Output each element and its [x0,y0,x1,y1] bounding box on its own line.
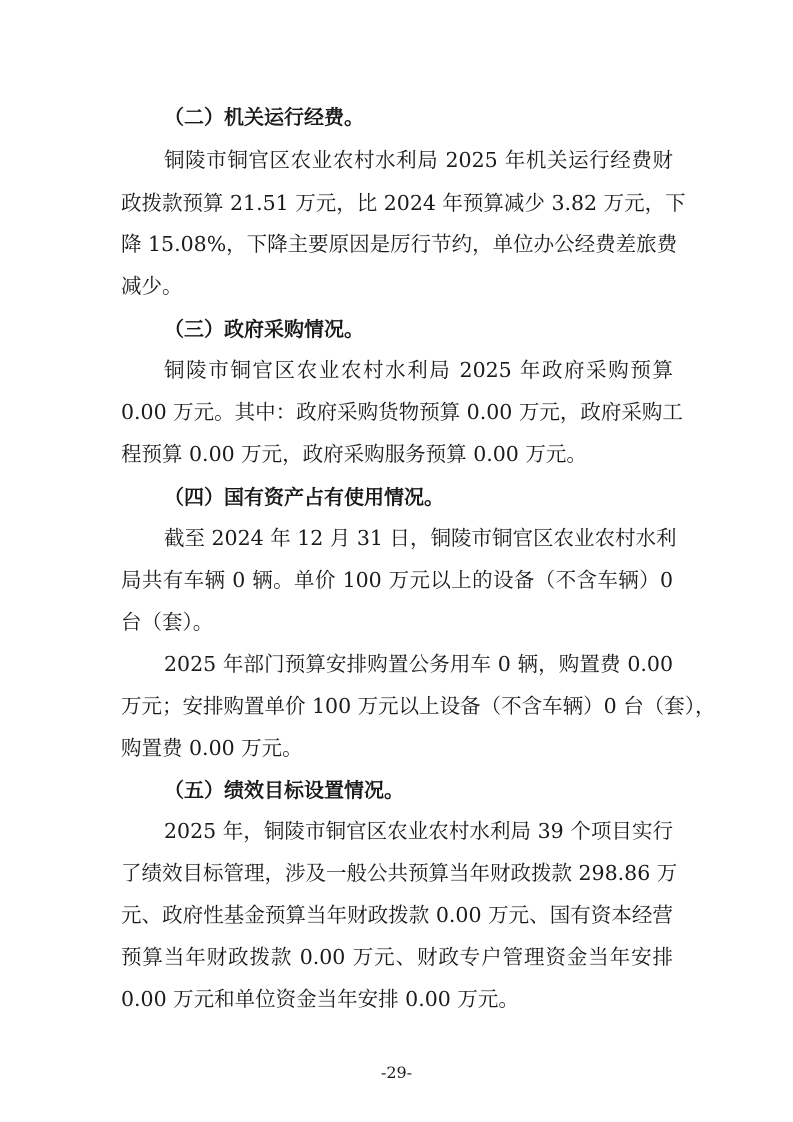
paragraph-line: 元、政府性基金预算当年财政拨款 0.00 万元、国有资本经营 [121,903,673,927]
paragraph-line: 0.00 万元和单位资金当年安排 0.00 万元。 [121,987,519,1011]
paragraph-line: 截至 2024 年 12 月 31 日，铜陵市铜官区农业农村水利 [164,526,677,550]
paragraph-line: 局共有车辆 0 辆。单价 100 万元以上的设备（不含车辆）0 [121,568,673,592]
paragraph-line: 政拨款预算 21.51 万元，比 2024 年预算减少 3.82 万元，下 [121,191,686,215]
page-number: -29- [380,1063,413,1082]
paragraph-line: 了绩效目标管理，涉及一般公共预算当年财政拨款 298.86 万 [121,861,678,885]
section-heading-operating-costs: （二）机关运行经费。 [164,105,364,129]
paragraph-line: 降 15.08%，下降主要原因是厉行节约，单位办公经费差旅费 [121,232,678,256]
paragraph-line: 程预算 0.00 万元，政府采购服务预算 0.00 万元。 [121,442,587,466]
paragraph-line: 2025 年部门预算安排购置公务用车 0 辆，购置费 0.00 [164,652,673,676]
paragraph-line: 2025 年，铜陵市铜官区农业农村水利局 39 个项目实行 [164,819,673,843]
paragraph-line: 减少。 [121,274,183,298]
paragraph-line: 购置费 0.00 万元。 [121,736,303,760]
paragraph-line: 预算当年财政拨款 0.00 万元、财政专户管理资金当年安排 [121,945,673,969]
paragraph-line: 台（套）。 [121,610,214,634]
paragraph-line: 铜陵市铜官区农业农村水利局 2025 年政府采购预算 [164,358,673,382]
section-heading-state-assets: （四）国有资产占有使用情况。 [164,485,444,509]
paragraph-line: 铜陵市铜官区农业农村水利局 2025 年机关运行经费财 [164,148,673,172]
paragraph-line: 万元；安排购置单价 100 万元以上设备（不含车辆）0 台（套）， [121,694,716,718]
paragraph-line: 0.00 万元。其中：政府采购货物预算 0.00 万元，政府采购工 [121,400,683,424]
section-heading-performance-targets: （五）绩效目标设置情况。 [164,778,404,802]
section-heading-procurement: （三）政府采购情况。 [164,317,364,341]
